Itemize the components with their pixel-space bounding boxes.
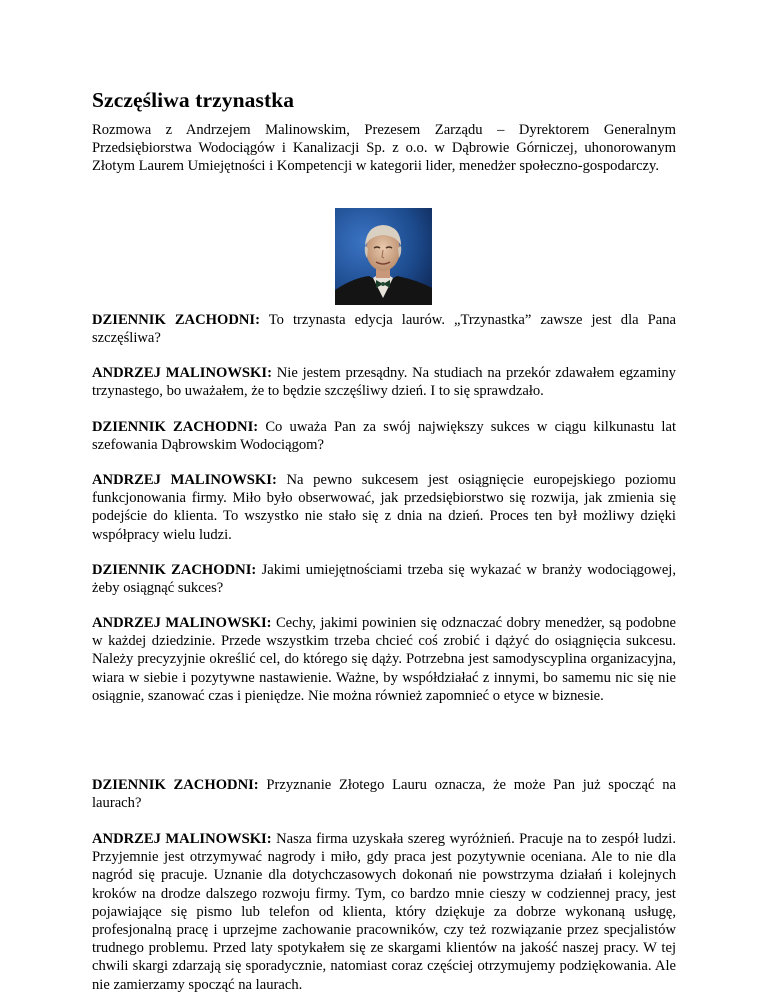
paragraph-text: Jakimi umiejętnościami trzeba się wykazać w branży wodociągowej, żeby osiągnąć sukces? xyxy=(92,562,676,597)
paragraph-text: Przyznanie Złotego Lauru oznacza, że może Pan już spocząć na laurach? xyxy=(92,777,676,812)
qa-paragraph-2 xyxy=(92,364,676,400)
paragraph-text: Nasza firma uzyskała szereg wyróżnień. Pracuje na to zespół ludzi. Przyjemnie jest otrzymywać nagrody i miło, gdy praca jest pozytywnie oceniana. Ale to nie dla nagród się pracuje. Uznanie dla dotychczasowych dokonań nie powstrzyma działań i kolejnych kroków na drodze dalszego rozwoju firmy. Tym, co bardzo mnie cieszy w codziennej pracy, jest pojawiające się pismo lub telefon od klienta, który dziękuje za dobrze wykonaną usługę, profesjonalną pracę i uprzejme zachowanie pracowników, czy też rozwiązanie przez specjalistów trudnego problemu. Przed laty spotykałem się ze skargami klientów na jakość naszej pracy. W tej chwili skargi zdarzają się sporadycznie, natomiast coraz częściej otrzymujemy podziękowania. Ale nie zamierzamy spocząć na laurach. xyxy=(92,831,677,993)
qa-paragraph-7 xyxy=(92,776,676,812)
paragraph-text: To trzynasta edycja laurów. „Trzynastka” zawsze jest dla Pana szczęśliwa? xyxy=(92,312,676,347)
portrait-photo-icon xyxy=(335,208,432,305)
speaker-label: ANDRZEJ MALINOWSKI: xyxy=(92,365,272,381)
speaker-label: DZIENNIK ZACHODNI: xyxy=(92,777,259,793)
qa-paragraph-4 xyxy=(92,471,676,544)
speaker-label: ANDRZEJ MALINOWSKI: xyxy=(92,472,277,488)
qa-paragraph-1 xyxy=(92,311,676,347)
article-title: Szczęśliwa trzynastka xyxy=(92,88,295,112)
paragraph-text: Nie jestem przesądny. Na studiach na przekór zdawałem egzaminy trzynastego, bo uważałem, że to będzie szczęśliwy dzień. I to się sprawdzało. xyxy=(92,365,676,400)
qa-paragraph-8 xyxy=(92,830,676,994)
portrait-photo xyxy=(335,208,432,305)
speaker-label: ANDRZEJ MALINOWSKI: xyxy=(92,831,272,847)
qa-paragraph-3 xyxy=(92,418,676,454)
speaker-label: DZIENNIK ZACHODNI: xyxy=(92,312,260,328)
speaker-label: DZIENNIK ZACHODNI: xyxy=(92,419,259,435)
paragraph-text: Cechy, jakimi powinien się odznaczać dobry menedżer, są podobne w każdej dziedzinie. Przede wszystkim trzeba chcieć coś zrobić i dążyć do osiągnięcia sukcesu. Należy precyzyjnie określić cel, do którego się dąży. Potrzebna jest samodyscyplina organizacyjna, wiara w siebie i pozytywne nastawienie. Ważne, by współdziałać z innymi, bo samemu nic się nie osiągnie, szanować czas i pieniędze. Nie można również zapomnieć o etyce w biznesie. xyxy=(92,615,676,704)
article-intro: Rozmowa z Andrzejem Malinowskim, Prezesem Zarządu – Dyrektorem Generalnym Przedsiębiorstwa Wodociągów i Kanalizacji Sp. z o.o. w Dąbrowie Górniczej, uhonorowanym Złotym Laurem Umiejętności i Kompetencji w kategorii lider, menedżer społeczno-gospodarczy. xyxy=(92,122,676,175)
paragraph-text: Co uważa Pan za swój największy sukces w ciągu kilkunastu lat szefowania Dąbrowskim Wodociągom? xyxy=(92,419,676,454)
speaker-label: DZIENNIK ZACHODNI: xyxy=(92,562,257,578)
speaker-label: ANDRZEJ MALINOWSKI: xyxy=(92,615,272,631)
paragraph-text: Na pewno sukcesem jest osiągnięcie europejskiego poziomu funkcjonowania firmy. Miło było obserwować, jak przedsiębiorstwo się rozwija, jak zmienia się podejście do klienta. To wszystko nie stało się z dnia na dzień. Proces ten był możliwy dzięki współpracy wielu ludzi. xyxy=(92,472,676,543)
qa-paragraph-5 xyxy=(92,561,676,597)
qa-paragraph-6 xyxy=(92,614,676,705)
